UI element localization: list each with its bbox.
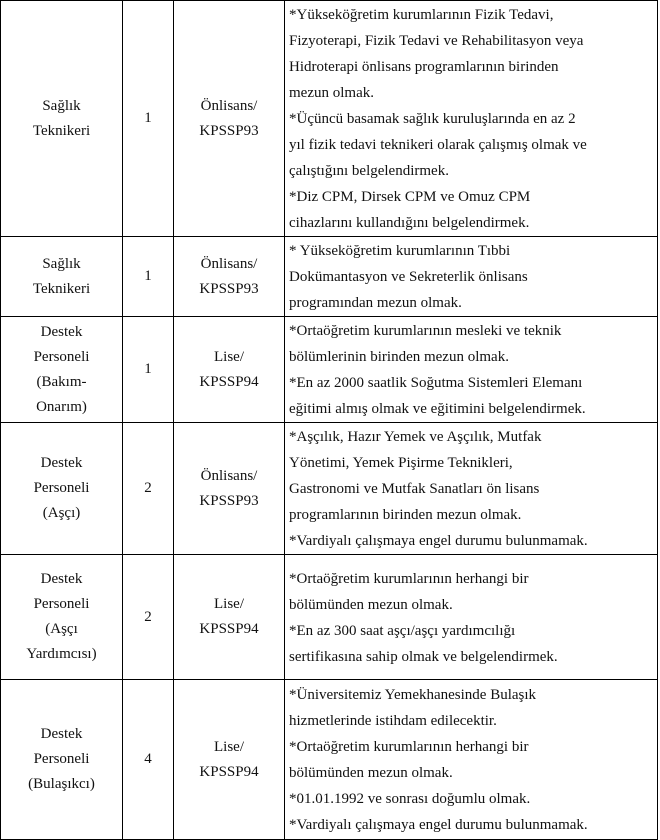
requirement-line: *Vardiyalı çalışmaya engel durumu bulunmamak. [289, 533, 588, 549]
education-cell [174, 317, 285, 423]
requirement-line: Gastronomi ve Mutfak Sanatları ön lisans [289, 481, 540, 497]
requirement-line: bölümlerinin birinden mezun olmak. [289, 349, 509, 365]
position-line: Teknikeri [32, 122, 91, 139]
count-cell: 1 [123, 237, 174, 317]
count-cell: 2 [123, 555, 174, 680]
education-cell [174, 680, 285, 840]
requirements-cell [285, 423, 658, 555]
position-line: Destek [40, 323, 83, 340]
education-cell [174, 1, 285, 237]
position-line: Yardımcısı) [26, 646, 97, 662]
requirement-line: programlarının birinden mezun olmak. [289, 507, 522, 523]
education-cell [174, 555, 285, 680]
education-cell [174, 237, 285, 317]
requirement-line: sertifikasına sahip olmak ve belgelendirmek. [289, 648, 558, 665]
requirement-line: *Üniversitemiz Yemekhanesinde Bulaşık [289, 687, 537, 703]
requirement-line: Fizyoterapi, Fizik Tedavi ve Rehabilitasyon veya [289, 33, 584, 49]
requirement-line: *Ortaöğretim kurumlarının mesleki ve teknik [289, 323, 562, 339]
requirement-line: programından mezun olmak. [289, 295, 462, 311]
requirements-cell [285, 555, 658, 680]
education-cell [174, 423, 285, 555]
position-line: Personeli [33, 348, 90, 365]
education-line: Önlisans/ [200, 467, 258, 484]
table-row [1, 1, 658, 237]
requirement-line: eğitimi almış olmak ve eğitimini belgelendirmek. [289, 401, 586, 417]
education-line: Lise/ [214, 738, 244, 755]
table-row [1, 317, 658, 423]
position-cell [1, 1, 123, 237]
requirement-line: yıl fizik tedavi teknikeri olarak çalışmış olmak ve [289, 137, 587, 153]
education-line: KPSSP94 [199, 763, 259, 780]
position-cell [1, 237, 123, 317]
position-line: Teknikeri [32, 280, 91, 297]
position-cell [1, 317, 123, 423]
position-line: Destek [40, 726, 83, 742]
count-cell: 1 [123, 1, 174, 237]
education-line: Lise/ [214, 348, 244, 365]
requirement-line: *Yükseköğretim kurumlarının Fizik Tedavi, [289, 7, 554, 23]
count-cell: 2 [123, 423, 174, 555]
table-row [1, 555, 658, 680]
requirement-line: Hidroterapi önlisans programlarının birinden [289, 59, 559, 75]
requirement-line: Yönetimi, Yemek Pişirme Teknikleri, [289, 455, 513, 471]
education-line: KPSSP93 [199, 492, 259, 509]
requirement-line: çalıştığını belgelendirmek. [289, 163, 449, 179]
education-line: KPSSP93 [199, 122, 259, 139]
position-line: Destek [40, 571, 83, 587]
position-line: (Aşçı [45, 621, 78, 637]
requirement-line: *01.01.1992 ve sonrası doğumlu olmak. [289, 791, 531, 807]
requirements-cell [285, 1, 658, 237]
position-line: Sağlık [42, 255, 81, 272]
position-line: (Bulaşıkcı) [28, 776, 95, 792]
requirements-cell [285, 680, 658, 840]
requirement-line: *Üçüncü basamak sağlık kuruluşlarında en az 2 [289, 111, 576, 127]
position-line: (Aşçı) [42, 505, 81, 521]
education-line: KPSSP93 [199, 280, 259, 297]
requirement-line: *Vardiyalı çalışmaya engel durumu bulunmamak. [289, 817, 588, 833]
requirement-line: hizmetlerinde istihdam edilecektir. [289, 713, 497, 729]
count-cell: 1 [123, 317, 174, 423]
requirement-line: *Diz CPM, Dirsek CPM ve Omuz CPM [289, 189, 531, 205]
requirement-line: * Yükseköğretim kurumlarının Tıbbi [289, 243, 511, 259]
requirement-line: bölümünden mezun olmak. [289, 596, 453, 613]
position-line: Personeli [33, 751, 90, 767]
education-line: Önlisans/ [200, 97, 258, 114]
education-line: KPSSP94 [199, 621, 259, 637]
requirement-line: Dokümantasyon ve Sekreterlik önlisans [289, 269, 528, 285]
education-line: Önlisans/ [200, 255, 258, 272]
position-cell [1, 555, 123, 680]
requirement-line: *Ortaöğretim kurumlarının herhangi bir [289, 739, 529, 755]
position-line: Personeli [33, 596, 90, 612]
education-line: Lise/ [214, 596, 244, 612]
table-row [1, 680, 658, 840]
requirement-line: mezun olmak. [289, 85, 374, 101]
position-cell [1, 680, 123, 840]
table-row [1, 423, 658, 555]
requirement-line: bölümünden mezun olmak. [289, 765, 453, 781]
requirements-cell [285, 317, 658, 423]
requirement-line: cihazlarını kullandığını belgelendirmek. [289, 215, 530, 231]
position-line: Personeli [33, 480, 90, 496]
position-line: Destek [40, 455, 83, 471]
requirements-cell [285, 237, 658, 317]
requirement-line: *En az 2000 saatlik Soğutma Sistemleri Elemanı [289, 375, 583, 391]
requirement-line: *En az 300 saat aşçı/aşçı yardımcılığı [289, 622, 516, 639]
education-line: KPSSP94 [199, 373, 259, 390]
requirement-line: *Aşçılık, Hazır Yemek ve Aşçılık, Mutfak [289, 429, 542, 445]
requirement-line: *Ortaöğretim kurumlarının herhangi bir [289, 570, 529, 587]
position-line: Onarım) [36, 398, 87, 415]
table-row [1, 237, 658, 317]
position-line: (Bakım- [36, 373, 87, 390]
position-cell [1, 423, 123, 555]
count-cell: 4 [123, 680, 174, 840]
position-line: Sağlık [42, 97, 81, 114]
